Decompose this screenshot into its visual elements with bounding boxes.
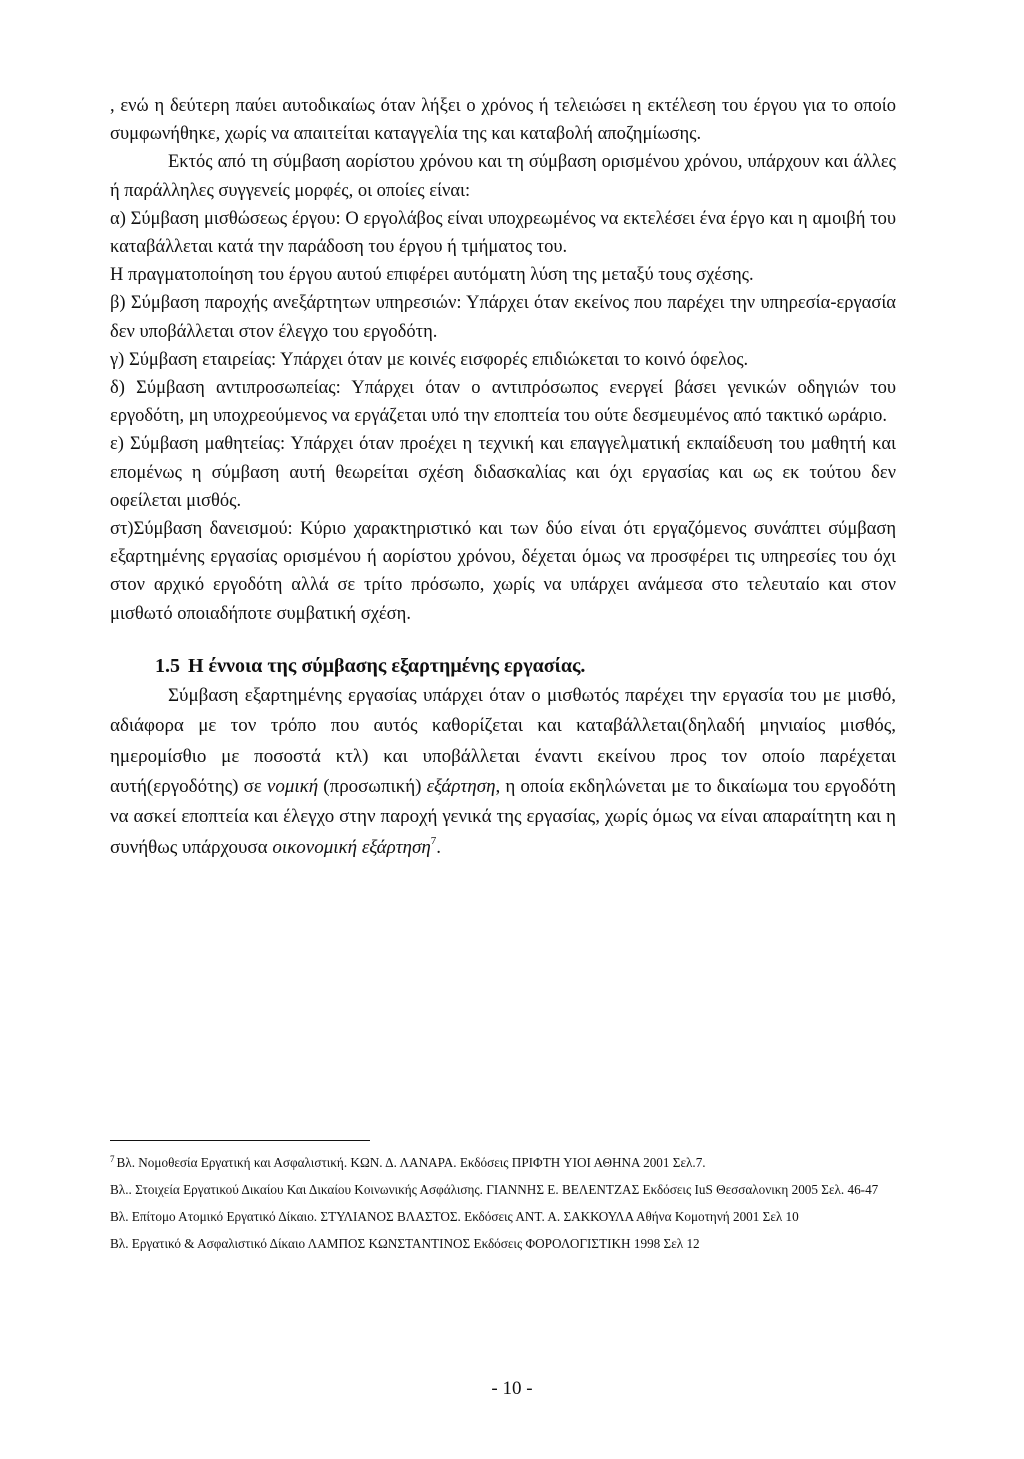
footnote-text: Βλ. Νομοθεσία Εργατική και Ασφαλιστική. ΚΩΝ. Δ. ΛΑΝΑΡΑ. Εκδόσεις ΠΡΙΦΤΗ ΥΙΟΙ ΑΘΗΝΑ 2001 Σελ.7. <box>116 1155 706 1170</box>
italic-term-dependence: εξάρτηση <box>426 776 496 798</box>
footnotes <box>110 1152 896 1260</box>
paragraph-intro: Εκτός από τη σύμβαση αορίστου χρόνου και τη σύμβαση ορισμένου χρόνου, υπάρχουν και άλλες ή παράλληλες συγγενείς μορφές, οι οποίες είναι: <box>110 152 896 201</box>
footnote-item <box>110 1179 896 1201</box>
paragraph-continuation: , ενώ η δεύτερη παύει αυτοδικαίως όταν λήξει ο χρόνος ή τελειώσει η εκτέλεση του έργου για το οποίο συμφωνήθηκε, χωρίς να απαιτείται καταγγελία της και καταβολή αποζημίωσης. <box>110 96 896 145</box>
footnote-text: Βλ. Εργατικό & Ασφαλιστικό Δίκαιο ΛΑΜΠΟΣ ΚΩΝΣΤΑΝΤΙΝΟΣ Εκδόσεις ΦΟΡΟΛΟΓΙΣΤΙΚΗ 1998 Σελ 12 <box>110 1236 700 1251</box>
section-title: Η έννοια της σύμβασης εξαρτημένης εργασίας. <box>188 654 586 677</box>
section-number: 1.5 <box>155 654 180 677</box>
paragraph-item-a-note: Η πραγματοποίηση του έργου αυτού επιφέρει αυτόματη λύση της μεταξύ τους σχέσης. <box>110 265 754 286</box>
paragraph-item-a: α) Σύμβαση μισθώσεως έργου: Ο εργολάβος είναι υποχρεωμένος να εκτελέσει ένα έργο και η αμοιβή του καταβάλλεται κατά την παράδοση του έργου ή τμήματος του. <box>110 208 896 258</box>
paragraph-item-b: β) Σύμβαση παροχής ανεξάρτητων υπηρεσιών: Υπάρχει όταν εκείνος που παρέχει την υπηρεσία-εργασία δεν υποβάλλεται στον έλεγχο του εργοδότη. <box>110 293 896 342</box>
footnote-item <box>110 1206 896 1228</box>
footnote-reference[interactable]: 7 <box>430 834 437 847</box>
page-number: - 10 - <box>491 1378 533 1399</box>
section-text-c: , η οποία εκδηλώνεται με το δικαίωμα του εργοδότη να ασκεί εποπτεία και έλεγχο στην παροχή γενικά της εργασίας, χωρίς όμως να είναι απαραίτητη και η συνήθως υπάρχουσα <box>110 776 896 858</box>
footnote-marker: 7 <box>110 1154 115 1164</box>
section-paragraph <box>110 681 896 863</box>
footnote-text: Βλ. Επίτομο Ατομικό Εργατικό Δίκαιο. ΣΤΥΛΙΑΝΟΣ ΒΛΑΣΤΟΣ. Εκδόσεις ΑΝΤ. Α. ΣΑΚΚΟΥΛΑ Αθήνα Κομοτηνή 2001 Σελ 10 <box>110 1209 799 1224</box>
paragraph-item-c: γ) Σύμβαση εταιρείας: Υπάρχει όταν με κοινές εισφορές επιδιώκεται το κοινό όφελος. <box>110 349 749 370</box>
paragraph-item-d: δ) Σύμβαση αντιπροσωπείας: Υπάρχει όταν ο αντιπρόσωπος ενεργεί βάσει γενικών οδηγιών του εργοδότη, μη υποχρεούμενος να εργάζεται υπό την εποπτεία του ούτε δεσμευμένος από τακτικό ωράριο. <box>110 378 896 427</box>
section-heading <box>110 653 896 679</box>
footnote-item <box>110 1233 896 1255</box>
paragraph-item-e: ε) Σύμβαση μαθητείας: Υπάρχει όταν προέχει η τεχνική και επαγγελματική εκπαίδευση του μαθητή και επομένως η σύμβαση αυτή θεωρείται σχέση διδασκαλίας και όχι εργασίας και ως εκ τούτου δεν οφείλεται μισθός. <box>110 434 896 511</box>
paragraph-item-f: στ)Σύμβαση δανεισμού: Κύριο χαρακτηριστικό και των δύο είναι ότι εργαζόμενος συνάπτει σύμβαση εξαρτημένης εργασίας ορισμένου ή αορίστου χρόνου, δέχεται όμως να προσφέρει τις υπηρεσίες του όχι στον αρχικό εργοδότη αλλά σε τρίτο πρόσωπο, χωρίς να υπάρχει ανάμεσα στο τελευταίο και στον μισθωτό οποιαδήποτε συμβατική σχέση. <box>110 519 896 624</box>
italic-term-legal: νομική <box>266 776 319 798</box>
section-text-a: Σύμβαση εξαρτημένης εργασίας υπάρχει όταν ο μισθωτός παρέχει την εργασία του με μισθό, αδιάφορα με τον τρόπο που αυτός καθορίζεται και καταβάλλεται(δηλαδή μηνιαίος μισθός, ημερομίσθιο με ποσοστά κτλ) και υποβάλλεται έναντι εκείνου προς τον οποίο παρέχεται αυτή(εργοδότης) σε <box>110 684 896 798</box>
section-text-b: (προσωπική) <box>318 776 427 798</box>
body-text <box>110 92 896 863</box>
footnote-item <box>110 1152 896 1174</box>
footnote-separator <box>110 1140 370 1141</box>
footnote-text: Βλ.. Στοιχεία Εργατικού Δικαίου Και Δικαίου Κοινωνικής Ασφάλισης. ΓΙΑΝΝΗΣ Ε. ΒΕΛΕΝΤΖΑΣ Εκδόσεις IuS Θεσσαλονικη 2005 Σελ. 46-47 <box>110 1182 879 1197</box>
section-text-end: . <box>436 836 442 858</box>
italic-term-economic-dependence: οικονομική εξάρτηση <box>272 836 431 858</box>
